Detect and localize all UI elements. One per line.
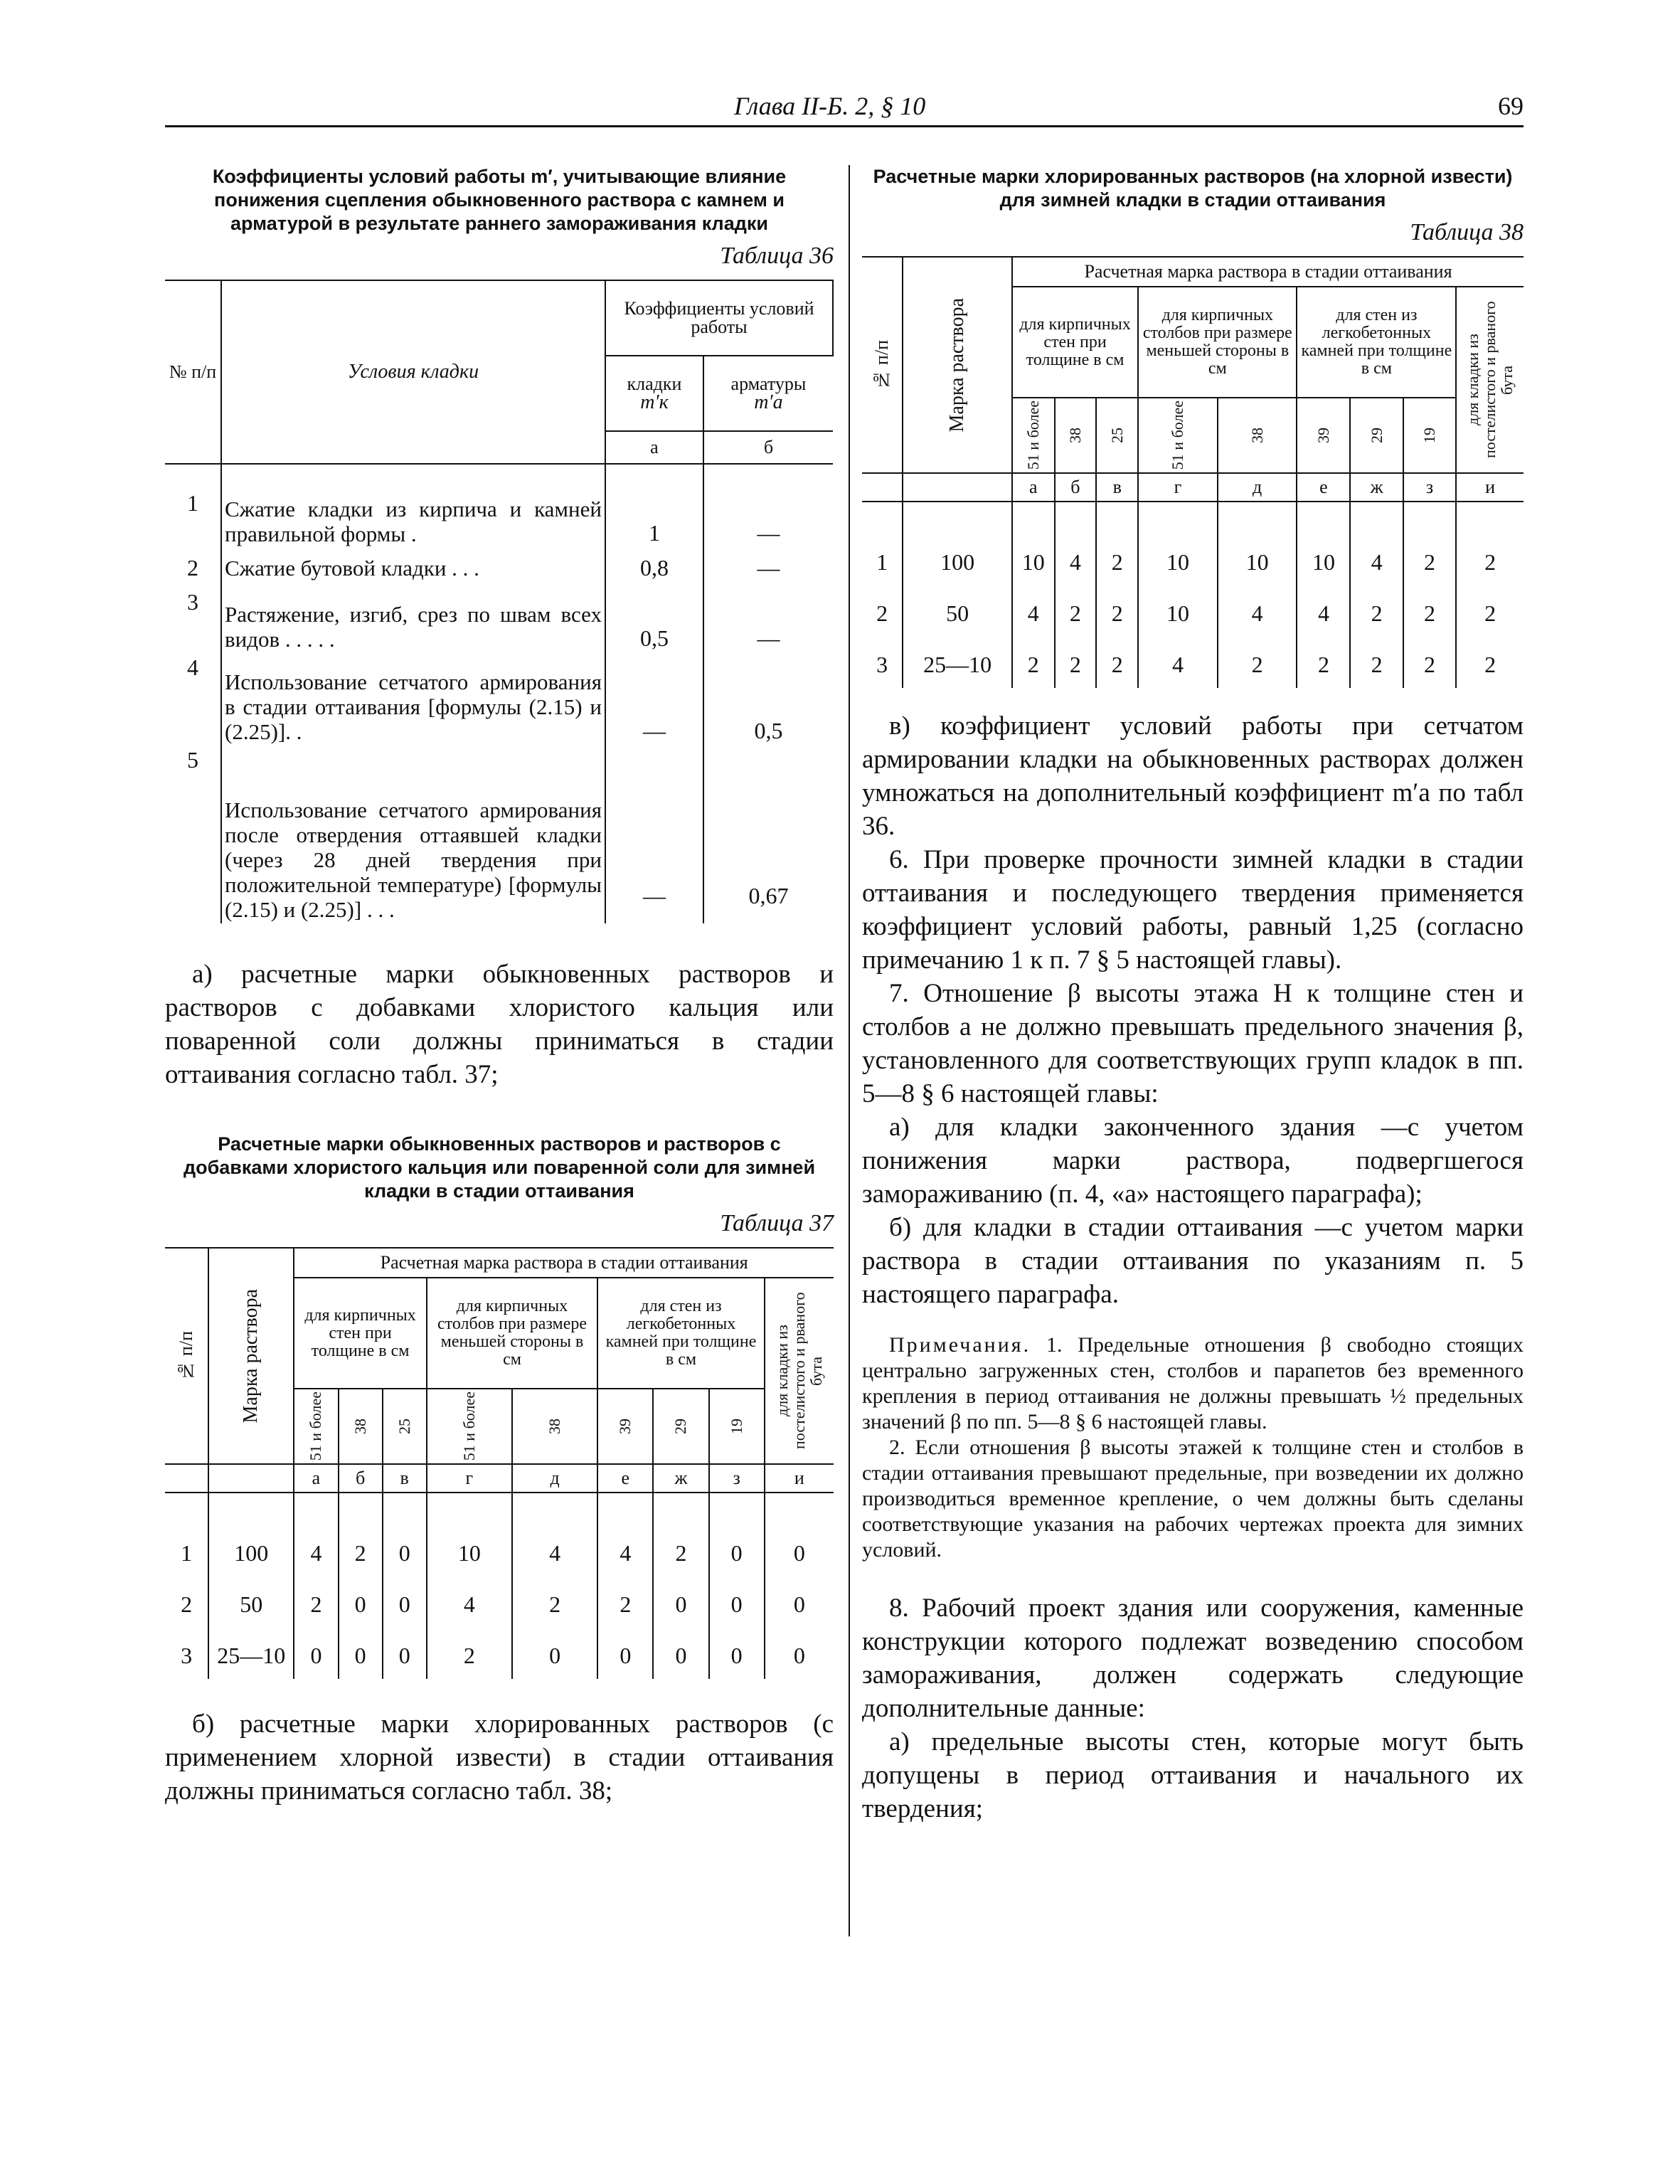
t38-cell: 2 [1297, 637, 1350, 688]
chapter-reference: Глава II-Б. 2, § 10 [734, 92, 926, 120]
note-2: 2. Если отношения β высоты этажей к толщине стен и столбов в стадии оттаивания превышают предельные, при возведении их должно производиться временное крепление, о чем должны быть сделаны соответствующие указания на рабочих чертежах проекта для зимних условий. [862, 1436, 1524, 1562]
t37-row-mark: 50 [208, 1576, 294, 1628]
t38-cell: 2 [1456, 502, 1524, 585]
table-37 [165, 1247, 834, 1679]
t38-letter: в [1096, 473, 1138, 502]
t37-row-num: 2 [165, 1576, 208, 1628]
t38-cell: 4 [1055, 502, 1097, 585]
t37-cell: 4 [427, 1576, 512, 1628]
t38-cell: 2 [1456, 637, 1524, 688]
t38-letter: е [1297, 473, 1350, 502]
t37-row-mark: 25—10 [208, 1628, 294, 1679]
t38-cell: 10 [1138, 585, 1218, 637]
paragraph-7: 7. Отношение β высоты этажа H к толщине стен и столбов a не должно превышать предельного значения β, установленного для соответствующих групп кладок в пп. 5—8 § 6 настоящей главы: [862, 979, 1524, 1108]
t38-size [1012, 398, 1055, 473]
t36-letter-b: б [703, 431, 833, 464]
t37-cell: 0 [709, 1493, 765, 1576]
t37-cell: 0 [383, 1493, 427, 1576]
t38-row-num: 1 [862, 502, 903, 585]
t38-row-mark: 50 [903, 585, 1012, 637]
t38-size-label: 29 [1367, 428, 1386, 443]
t38-cell: 10 [1297, 502, 1350, 585]
table-row [165, 548, 833, 588]
t37-size-label: 51 и более [459, 1391, 478, 1461]
t37-size-label: 38 [351, 1419, 369, 1434]
t37-size [597, 1389, 653, 1464]
t36-head-num: № п/п [165, 280, 221, 464]
t36-row-condition: Сжатие бутовой кладки . . . [221, 548, 605, 588]
t38-body [862, 502, 1524, 688]
page-number: 69 [1498, 92, 1524, 120]
t36-row-rebar: — [703, 588, 833, 653]
table-row [165, 464, 833, 548]
t37-cell: 2 [294, 1576, 338, 1628]
t36-row-masonry: — [605, 653, 703, 746]
table-38 [862, 256, 1524, 688]
t38-letter: ж [1350, 473, 1403, 502]
t37-head-group: Расчетная марка раствора в стадии оттаивания [294, 1248, 834, 1278]
t36-row-masonry: — [605, 746, 703, 923]
t38-cell: 2 [1096, 637, 1138, 688]
notes-block [862, 1332, 1524, 1563]
t36-row-masonry: 0,8 [605, 548, 703, 588]
t38-letter: а [1012, 473, 1055, 502]
t36-row-num: 4 [165, 653, 221, 746]
t37-cell: 4 [294, 1493, 338, 1576]
t36-head-rebar-label: арматуры [730, 373, 807, 394]
table38-number: Таблица 38 [1410, 219, 1524, 245]
t36-row-rebar: — [703, 548, 833, 588]
paragraph-b: б) расчетные марки хлорированных растворов (с применением хлорной извести) в стадии оттаивания должны приниматься согласно табл. 38; [165, 1709, 834, 1806]
t37-size [653, 1389, 708, 1464]
t37-head-mark [208, 1248, 294, 1464]
t38-cell: 2 [1096, 585, 1138, 637]
t37-size-label: 19 [727, 1419, 745, 1434]
table-36 [165, 280, 834, 923]
table-row [862, 637, 1524, 688]
t37-cell: 2 [339, 1493, 383, 1576]
paragraph-v: в) коэффициент условий работы при сетчатом армировании кладки на обыкновенных растворах должен умножаться на дополнительный коэффициент m′а по табл 36. [862, 711, 1524, 841]
paragraph-6: 6. При проверке прочности зимней кладки в стадии оттаивания и последующего твердения применяется коэффициент условий работы, равный 1,25 (согласно примечанию 1 к п. 7 § 5 настоящей главы). [862, 845, 1524, 975]
t37-cell: 4 [512, 1493, 597, 1576]
t38-cell: 4 [1218, 585, 1297, 637]
t36-row-num: 5 [165, 746, 221, 923]
t37-letter: и [765, 1464, 834, 1493]
t37-size [339, 1389, 383, 1464]
t38-cell: 2 [1218, 637, 1297, 688]
t37-letter: е [597, 1464, 653, 1493]
t37-head-num [165, 1248, 208, 1464]
t37-cell: 0 [765, 1576, 834, 1628]
t37-row-num: 1 [165, 1493, 208, 1576]
t38-size [1218, 398, 1297, 473]
t38-size [1297, 398, 1350, 473]
t37-cell: 2 [427, 1628, 512, 1679]
t38-cell: 10 [1138, 502, 1218, 585]
t36-head-conditions: Условия кладки [221, 280, 605, 464]
t36-row-masonry: 1 [605, 464, 703, 548]
t37-cell: 0 [294, 1628, 338, 1679]
t36-row-rebar: 0,5 [703, 653, 833, 746]
t37-head-g4 [765, 1278, 834, 1464]
t38-size [1350, 398, 1403, 473]
t37-letter: а [294, 1464, 338, 1493]
t36-row-rebar: 0,67 [703, 746, 833, 923]
t37-size-label: 39 [616, 1419, 634, 1434]
t37-head-mark-label: Марка раствора [240, 1288, 262, 1424]
t38-cell: 2 [1456, 585, 1524, 637]
t37-cell: 0 [339, 1576, 383, 1628]
t36-head-masonry [605, 356, 703, 431]
t38-size [1055, 398, 1097, 473]
t37-letter: в [383, 1464, 427, 1493]
table-row [165, 1576, 834, 1628]
t37-cell: 0 [709, 1576, 765, 1628]
t37-letter: б [339, 1464, 383, 1493]
t36-head-coef-group: Коэффициенты условий работы [605, 280, 833, 356]
t37-body [165, 1493, 834, 1679]
t37-size-label: 29 [671, 1419, 690, 1434]
t38-row-num: 3 [862, 637, 903, 688]
t38-head-g2: для кирпичных столбов при размере меньшей стороны в см [1138, 287, 1297, 398]
t38-cell: 4 [1297, 585, 1350, 637]
t36-row-condition: Использование сетчатого армирования в стадии оттаивания [формулы (2.15) и (2.25)]. . [221, 653, 605, 746]
t37-size [709, 1389, 765, 1464]
t38-letter: и [1456, 473, 1524, 502]
running-header [165, 91, 1524, 127]
right-column [862, 165, 1524, 1825]
t37-size-label: 38 [546, 1419, 564, 1434]
t38-head-g4 [1456, 287, 1524, 473]
t38-head-mark [903, 257, 1012, 473]
t37-cell: 0 [597, 1628, 653, 1679]
note-1-text: 1. Предельные отношения β свободно стоящих центрально загруженных стен, столбов и парапетов без временного крепления в период оттаивания не должны превышать ½ предельных значений β по пп. 5—8 § 6 настоящей главы. [862, 1333, 1524, 1433]
t38-cell: 10 [1012, 502, 1055, 585]
t37-letter: ж [653, 1464, 708, 1493]
t37-cell: 2 [597, 1576, 653, 1628]
t37-letter: г [427, 1464, 512, 1493]
t37-head-g4-label: для кладки из постелистого и рваного бута [772, 1292, 825, 1450]
t38-head-num-label: № п/п [871, 339, 893, 391]
t38-size-label: 51 и более [1024, 401, 1042, 470]
table-row [165, 1493, 834, 1576]
t38-size-label: 39 [1314, 428, 1332, 443]
t38-cell: 2 [1096, 502, 1138, 585]
t38-row-mark: 100 [903, 502, 1012, 585]
t38-cell: 2 [1403, 502, 1456, 585]
t37-cell: 0 [512, 1628, 597, 1679]
t37-head-num-label: № п/п [176, 1330, 197, 1382]
t37-cell: 4 [597, 1493, 653, 1576]
t37-head-g2: для кирпичных столбов при размере меньшей стороны в см [427, 1278, 598, 1389]
notes-title: Примечания. [889, 1333, 1031, 1357]
t37-size [383, 1389, 427, 1464]
t38-size-label: 38 [1248, 428, 1266, 443]
t38-size [1138, 398, 1218, 473]
t36-letter-a: а [605, 431, 703, 464]
t38-head-g4-label: для кладки из постелистого и рваного бута [1464, 301, 1516, 459]
t37-cell: 2 [512, 1576, 597, 1628]
t36-row-condition: Использование сетчатого армирования после отвердения оттаявшей кладки (через 28 дней твердения при положительной температуре) [формулы (2.15) и (2.25)] . . . [221, 746, 605, 923]
table-row [165, 746, 833, 923]
t38-cell: 4 [1012, 585, 1055, 637]
t38-cell: 2 [1055, 637, 1097, 688]
table-row [165, 1628, 834, 1679]
t38-size [1403, 398, 1456, 473]
t36-row-condition: Сжатие кладки из кирпича и камней правильной формы . [221, 464, 605, 548]
t37-cell: 0 [339, 1628, 383, 1679]
t37-cell: 0 [765, 1493, 834, 1576]
t38-letter: б [1055, 473, 1097, 502]
t37-size [512, 1389, 597, 1464]
table36-caption: Коэффициенты условий работы m′, учитывающие влияние понижения сцепления обыкновенного раствора с камнем и арматурой в результате раннего замораживания кладки [212, 166, 787, 234]
t38-size-label: 19 [1420, 428, 1439, 443]
t38-size-label: 51 и более [1168, 401, 1186, 470]
table37-number: Таблица 37 [720, 1210, 834, 1236]
t37-cell: 10 [427, 1493, 512, 1576]
t38-head-g3: для стен из легкобетонных камней при толщине в см [1297, 287, 1456, 398]
table36-number: Таблица 36 [720, 243, 834, 269]
t37-row-mark: 100 [208, 1493, 294, 1576]
t38-letter: г [1138, 473, 1218, 502]
t38-letter: д [1218, 473, 1297, 502]
t38-head-num [862, 257, 903, 473]
t38-row-num: 2 [862, 585, 903, 637]
t37-row-num: 3 [165, 1628, 208, 1679]
t38-cell: 2 [1403, 585, 1456, 637]
table-row [862, 585, 1524, 637]
t37-size [294, 1389, 338, 1464]
note-1 [862, 1332, 1524, 1435]
table-row [165, 653, 833, 746]
t37-head-g3: для стен из легкобетонных камней при толщине в см [597, 1278, 764, 1389]
t36-row-rebar: — [703, 464, 833, 548]
t38-letter: з [1403, 473, 1456, 502]
t36-head-rebar [703, 356, 833, 431]
t37-letter: з [709, 1464, 765, 1493]
t38-cell: 4 [1138, 637, 1218, 688]
t38-cell: 4 [1350, 502, 1403, 585]
t38-size-label: 25 [1107, 428, 1126, 443]
t36-row-condition: Растяжение, изгиб, срез по швам всех видов . . . . . [221, 588, 605, 653]
t36-row-num: 3 [165, 588, 221, 653]
t37-cell: 0 [383, 1628, 427, 1679]
t38-row-mark: 25—10 [903, 637, 1012, 688]
t37-letter: д [512, 1464, 597, 1493]
t36-head-masonry-label: кладки [627, 373, 682, 394]
t38-size-label: 38 [1065, 428, 1084, 443]
t36-head-rebar-symbol: m′а [754, 391, 783, 413]
t36-row-num: 1 [165, 464, 221, 548]
table37-caption: Расчетные марки обыкновенных растворов и растворов с добавками хлористого кальция или поваренной соли для зимней кладки в стадии оттаивания [183, 1133, 816, 1202]
t36-row-masonry: 0,5 [605, 588, 703, 653]
t37-cell: 0 [383, 1576, 427, 1628]
t36-row-num: 2 [165, 548, 221, 588]
t37-cell: 2 [653, 1493, 708, 1576]
t38-head-g1: для кирпичных стен при толщине в см [1012, 287, 1138, 398]
t38-cell: 10 [1218, 502, 1297, 585]
table38-caption: Расчетные марки хлорированных растворов (на хлорной извести) для зимней кладки в стадии оттаивания [873, 166, 1513, 211]
t38-cell: 2 [1012, 637, 1055, 688]
t36-body [165, 464, 833, 923]
t38-head-group: Расчетная марка раствора в стадии оттаивания [1012, 257, 1524, 287]
table-row [165, 588, 833, 653]
left-column [165, 165, 834, 1808]
t37-cell: 0 [709, 1628, 765, 1679]
t38-head-mark-label: Марка раствора [946, 297, 969, 433]
t37-cell: 0 [765, 1628, 834, 1679]
paragraph-7b: б) для кладки в стадии оттаивания —с учетом марки раствора в стадии оттаивания по указаниям п. 5 настоящего параграфа. [862, 1213, 1524, 1309]
t38-cell: 2 [1350, 585, 1403, 637]
t38-cell: 2 [1055, 585, 1097, 637]
column-divider [849, 165, 850, 1936]
t37-size [427, 1389, 512, 1464]
t37-cell: 0 [653, 1628, 708, 1679]
t37-size-label: 51 и более [307, 1391, 325, 1461]
paragraph-8a: а) предельные высоты стен, которые могут быть допущены в период оттаивания и начального их твердения; [862, 1727, 1524, 1823]
t38-size [1096, 398, 1138, 473]
t37-cell: 0 [653, 1576, 708, 1628]
paragraph-7a: а) для кладки законченного здания —с учетом понижения марки раствора, подвергшегося замораживанию (п. 4, «а» настоящего параграфа); [862, 1113, 1524, 1209]
t37-size-label: 25 [395, 1419, 413, 1434]
t38-cell: 2 [1403, 637, 1456, 688]
t37-head-g1: для кирпичных стен при толщине в см [294, 1278, 426, 1389]
t36-head-masonry-symbol: m′к [640, 391, 669, 413]
t38-cell: 2 [1350, 637, 1403, 688]
paragraph-8: 8. Рабочий проект здания или сооружения, каменные конструкции которого подлежат возведению способом замораживания, должен содержать следующие дополнительные данные: [862, 1594, 1524, 1723]
table-row [862, 502, 1524, 585]
paragraph-a: а) расчетные марки обыкновенных растворов и растворов с добавками хлористого кальция или поваренной соли должны приниматься в стадии оттаивания согласно табл. 37; [165, 960, 834, 1089]
